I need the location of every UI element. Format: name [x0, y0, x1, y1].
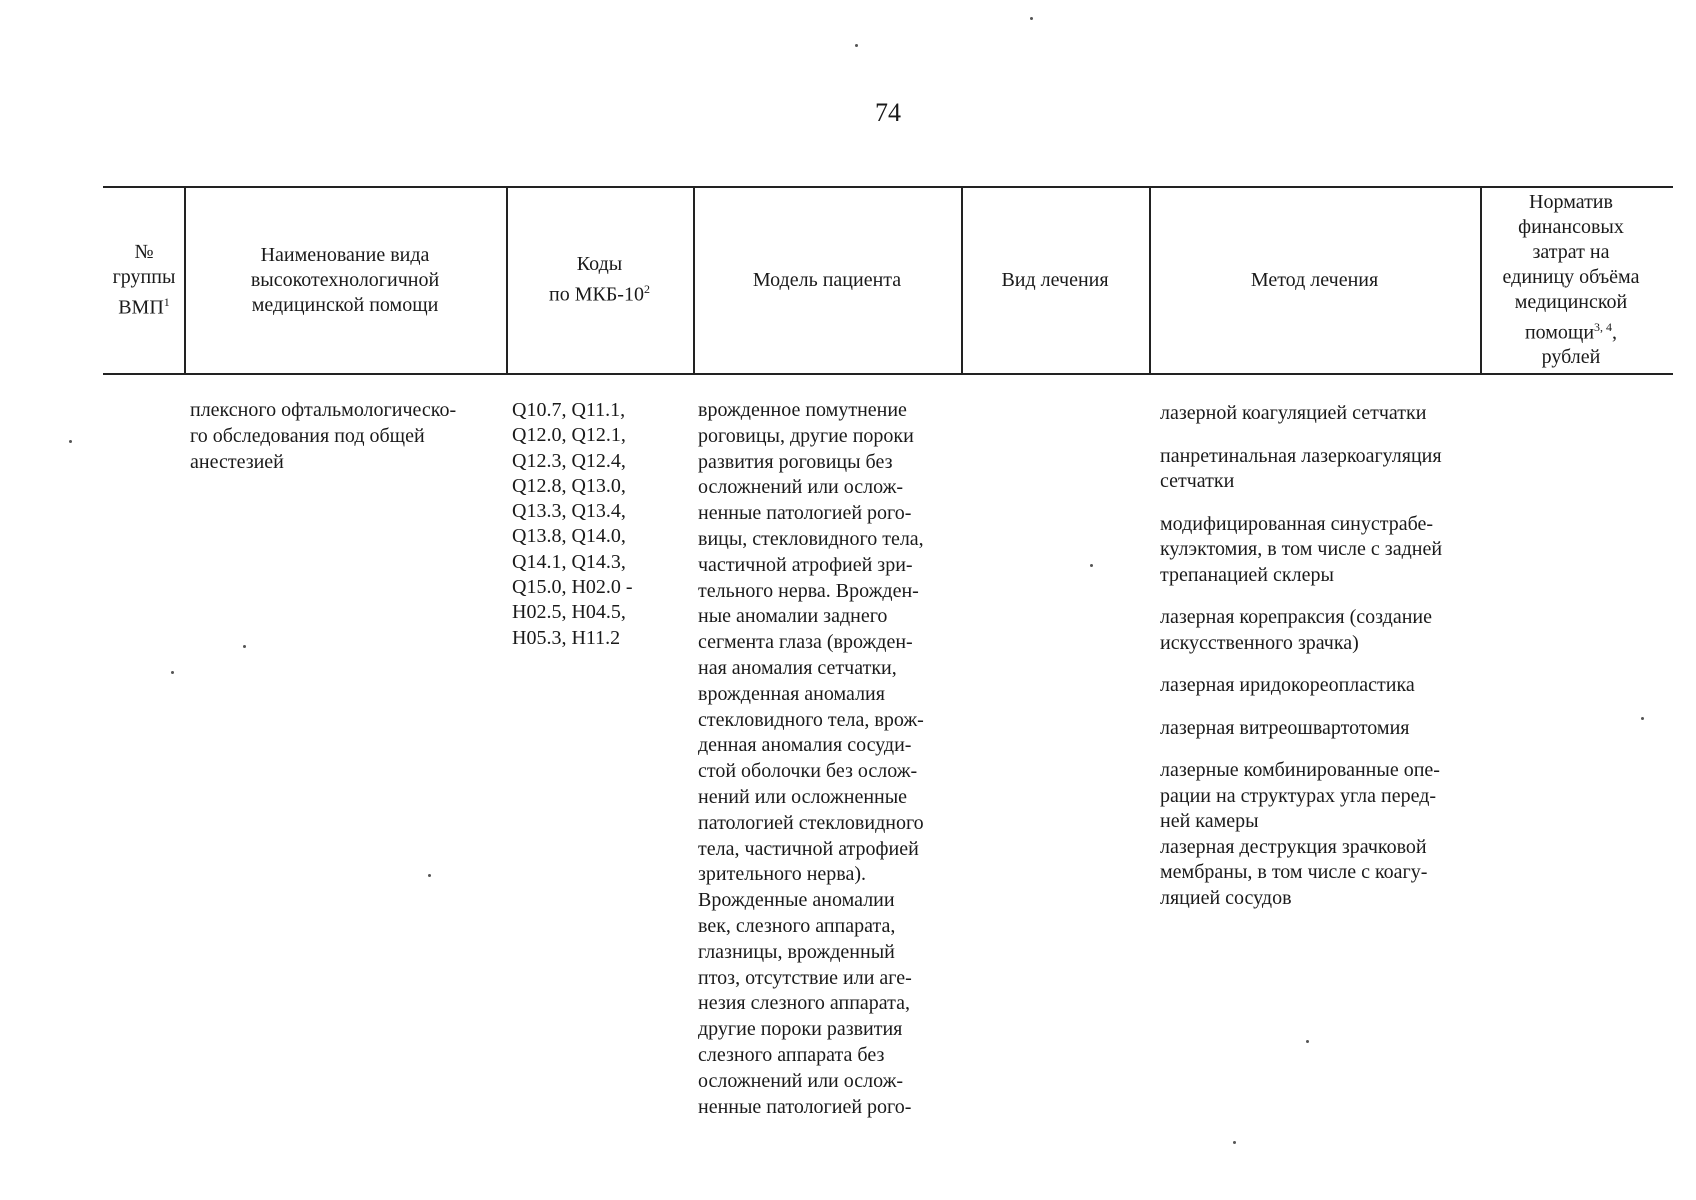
scan-speck — [1090, 564, 1093, 567]
method-item: панретинальная лазеркоагуляция сетчатки — [1160, 444, 1442, 492]
header-group-number: № группы ВМП$^1$ — [112, 240, 176, 319]
scan-speck — [1641, 717, 1644, 720]
scan-speck — [1306, 1040, 1309, 1043]
header-icd-codes: Коды по МКБ-$10^2$ — [549, 253, 650, 306]
row-treatment-methods — [1160, 401, 1490, 911]
scan-speck — [855, 44, 858, 47]
method-item: лазерная витреошвартотомия — [1160, 716, 1410, 739]
method-item: лазерная деструкция зрачковой мембраны, в том числе с коагу- ляцией сосудов — [1160, 835, 1428, 909]
scan-speck — [171, 671, 174, 674]
method-item: лазерной коагуляцией сетчатки — [1160, 402, 1427, 424]
method-item: лазерная иридокореопластика — [1160, 674, 1415, 696]
header-cost-norm: Норматив финансовых затрат на единицу объёма медицинской помощи$^{3, 4}$, рублей — [1502, 190, 1640, 369]
method-item: модифицированная синустрабе- кулэктомия, в том числе с задней трепанацией склеры — [1160, 512, 1443, 586]
scan-speck — [1233, 1141, 1236, 1144]
method-item: лазерная корепраксия (создание искусственного зрачка) — [1160, 606, 1432, 654]
scan-speck — [428, 874, 431, 877]
scan-speck — [243, 645, 246, 648]
header-care-type-name: Наименование вида высокотехнологичной медицинской помощи — [250, 243, 440, 316]
header-treatment-method: Метод лечения — [1250, 268, 1379, 291]
row-care-type-name: плексного офтальмологическо- го обследования под общей анестезией — [190, 399, 457, 473]
table-header-bottom-rule — [103, 373, 1673, 375]
header-treatment-type: Вид лечения — [1001, 268, 1109, 291]
row-patient-model: врожденное помутнение роговицы, другие пороки развития роговицы без осложнений или ослож- ненные патологией рого- вицы, стекловидного тела, частичной атрофией зри- тельного нерва. Врожден- ные аномалии заднего сегмента глаза (врожден- ная аномалия сетчатки, врожденная аномалия стекловидного тела, врож- денная аномалия сосуди- стой оболочки без ослож- нений или осложненные патологией стекловидного тела, частичной атрофией зрительного нерва). Врожденные аномалии век, слезного аппарата, глазницы, врожденный птоз, отсутствие или аге- незия слезного аппарата, другие пороки развития слезного аппарата без осложнений или ослож- ненные патологией рого- — [698, 399, 924, 1118]
scan-speck — [1030, 17, 1033, 20]
page-number: 74 — [875, 98, 901, 127]
scan-speck — [69, 440, 72, 443]
row-icd-codes: Q10.7, Q11.1, Q12.0, Q12.1, Q12.3, Q12.4, Q12.8, Q13.0, Q13.3, Q13.4, Q13.8, Q14.0, Q14.1, Q14.3, Q15.0, H02.0 - H02.5, H04.5, H05.3, H11.2 — [512, 399, 633, 649]
header-patient-model: Модель пациента — [752, 268, 902, 291]
method-item: лазерные комбинированные опе- рации на структурах угла перед- ней камеры — [1160, 759, 1440, 832]
